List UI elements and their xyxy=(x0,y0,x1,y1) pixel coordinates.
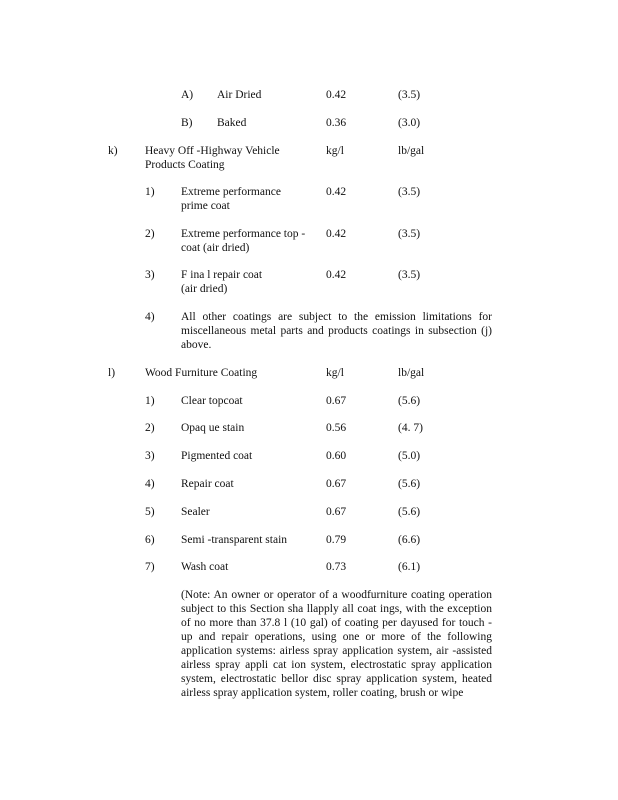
section-k-item1-num: 1) xyxy=(145,186,155,198)
section-l-item2-lb: (4. 7) xyxy=(398,422,423,434)
section-l-item4-kg: 0.67 xyxy=(326,478,347,490)
section-l-item1-lb: (5.6) xyxy=(398,395,421,407)
section-l-item7-lb: (6.1) xyxy=(398,561,421,573)
sub-b-lb: (3.0) xyxy=(398,117,421,129)
section-k-item1-lb: (3.5) xyxy=(398,186,421,198)
section-l-item3-label: Pigmented coat xyxy=(181,450,253,462)
sub-a-lb: (3.5) xyxy=(398,89,421,101)
sub-b-kg: 0.36 xyxy=(326,117,347,129)
section-l-item5-lb: (5.6) xyxy=(398,506,421,518)
section-k-item2-lb: (3.5) xyxy=(398,228,421,240)
section-k-item3-kg: 0.42 xyxy=(326,269,347,281)
section-k-item2-kg: 0.42 xyxy=(326,228,347,240)
section-k-item1-line2: prime coat xyxy=(181,200,230,212)
section-l-item4-label: Repair coat xyxy=(181,478,234,490)
section-l-item7-label: Wash coat xyxy=(181,561,229,573)
sub-a-letter: A) xyxy=(181,89,194,101)
section-l-unit-lb: lb/gal xyxy=(398,367,425,379)
section-l-item4-num: 4) xyxy=(145,478,155,490)
section-l-item3-lb: (5.0) xyxy=(398,450,421,462)
sub-a-label: Air Dried xyxy=(217,89,262,101)
section-l-item2-kg: 0.56 xyxy=(326,422,347,434)
section-k-item1-line1: Extreme performance xyxy=(181,186,281,198)
section-l-item1-label: Clear topcoat xyxy=(181,395,243,407)
section-k-title-line2: Products Coating xyxy=(145,159,225,171)
section-k-item2-num: 2) xyxy=(145,228,155,240)
section-l-item6-label: Semi -transparent stain xyxy=(181,534,288,546)
section-l-note: (Note: An owner or operator of a woodfurniture coating operation subject to this Section sha llapply all coat ings, with the exception of no more than 37.8 l (10 gal) of coating per dayused for touch - up and repair operations, using one or more of the following application systems: airless spray application system, air -assisted airless spray appli cat ion system, electrostatic spray application system, electrostatic bellor disc spray application system, heated airless spray application system, roller coating, brush or wipe xyxy=(181,589,492,699)
section-l-item1-num: 1) xyxy=(145,395,155,407)
section-l-item7-kg: 0.73 xyxy=(326,561,347,573)
sub-b-label: Baked xyxy=(217,117,247,129)
section-l-item6-lb: (6.6) xyxy=(398,534,421,546)
section-l-item1-kg: 0.67 xyxy=(326,395,347,407)
section-l-item5-num: 5) xyxy=(145,506,155,518)
section-k-item3-lb: (3.5) xyxy=(398,269,421,281)
section-l-item5-kg: 0.67 xyxy=(326,506,347,518)
section-l-item6-kg: 0.79 xyxy=(326,534,347,546)
section-l-item5-label: Sealer xyxy=(181,506,210,518)
section-k-item2-line2: coat (air dried) xyxy=(181,242,250,254)
section-k-item2-line1: Extreme performance top - xyxy=(181,228,306,240)
sub-a-kg: 0.42 xyxy=(326,89,347,101)
section-k-item3-line1: F ina l repair coat xyxy=(181,269,263,281)
section-k-item4-num: 4) xyxy=(145,311,155,323)
section-k-item3-line2: (air dried) xyxy=(181,283,228,295)
section-l-unit-kg: kg/l xyxy=(326,367,344,379)
section-k-item3-num: 3) xyxy=(145,269,155,281)
section-l-item3-kg: 0.60 xyxy=(326,450,347,462)
section-l-title: Wood Furniture Coating xyxy=(145,367,258,379)
section-l-letter: l) xyxy=(108,367,116,379)
section-k-item1-kg: 0.42 xyxy=(326,186,347,198)
section-k-letter: k) xyxy=(108,145,118,157)
sub-b-letter: B) xyxy=(181,117,193,129)
section-k-item4-text: All other coatings are subject to the emission limitations for miscellaneous metal parts and products coatings in subsection (j) above. xyxy=(181,311,492,351)
section-k-unit-lb: lb/gal xyxy=(398,145,425,157)
section-l-item2-num: 2) xyxy=(145,422,155,434)
section-l-item2-label: Opaq ue stain xyxy=(181,422,245,434)
section-l-item3-num: 3) xyxy=(145,450,155,462)
section-l-item7-num: 7) xyxy=(145,561,155,573)
section-k-unit-kg: kg/l xyxy=(326,145,344,157)
section-l-item6-num: 6) xyxy=(145,534,155,546)
section-l-item4-lb: (5.6) xyxy=(398,478,421,490)
section-k-title-line1: Heavy Off -Highway Vehicle xyxy=(145,145,280,157)
